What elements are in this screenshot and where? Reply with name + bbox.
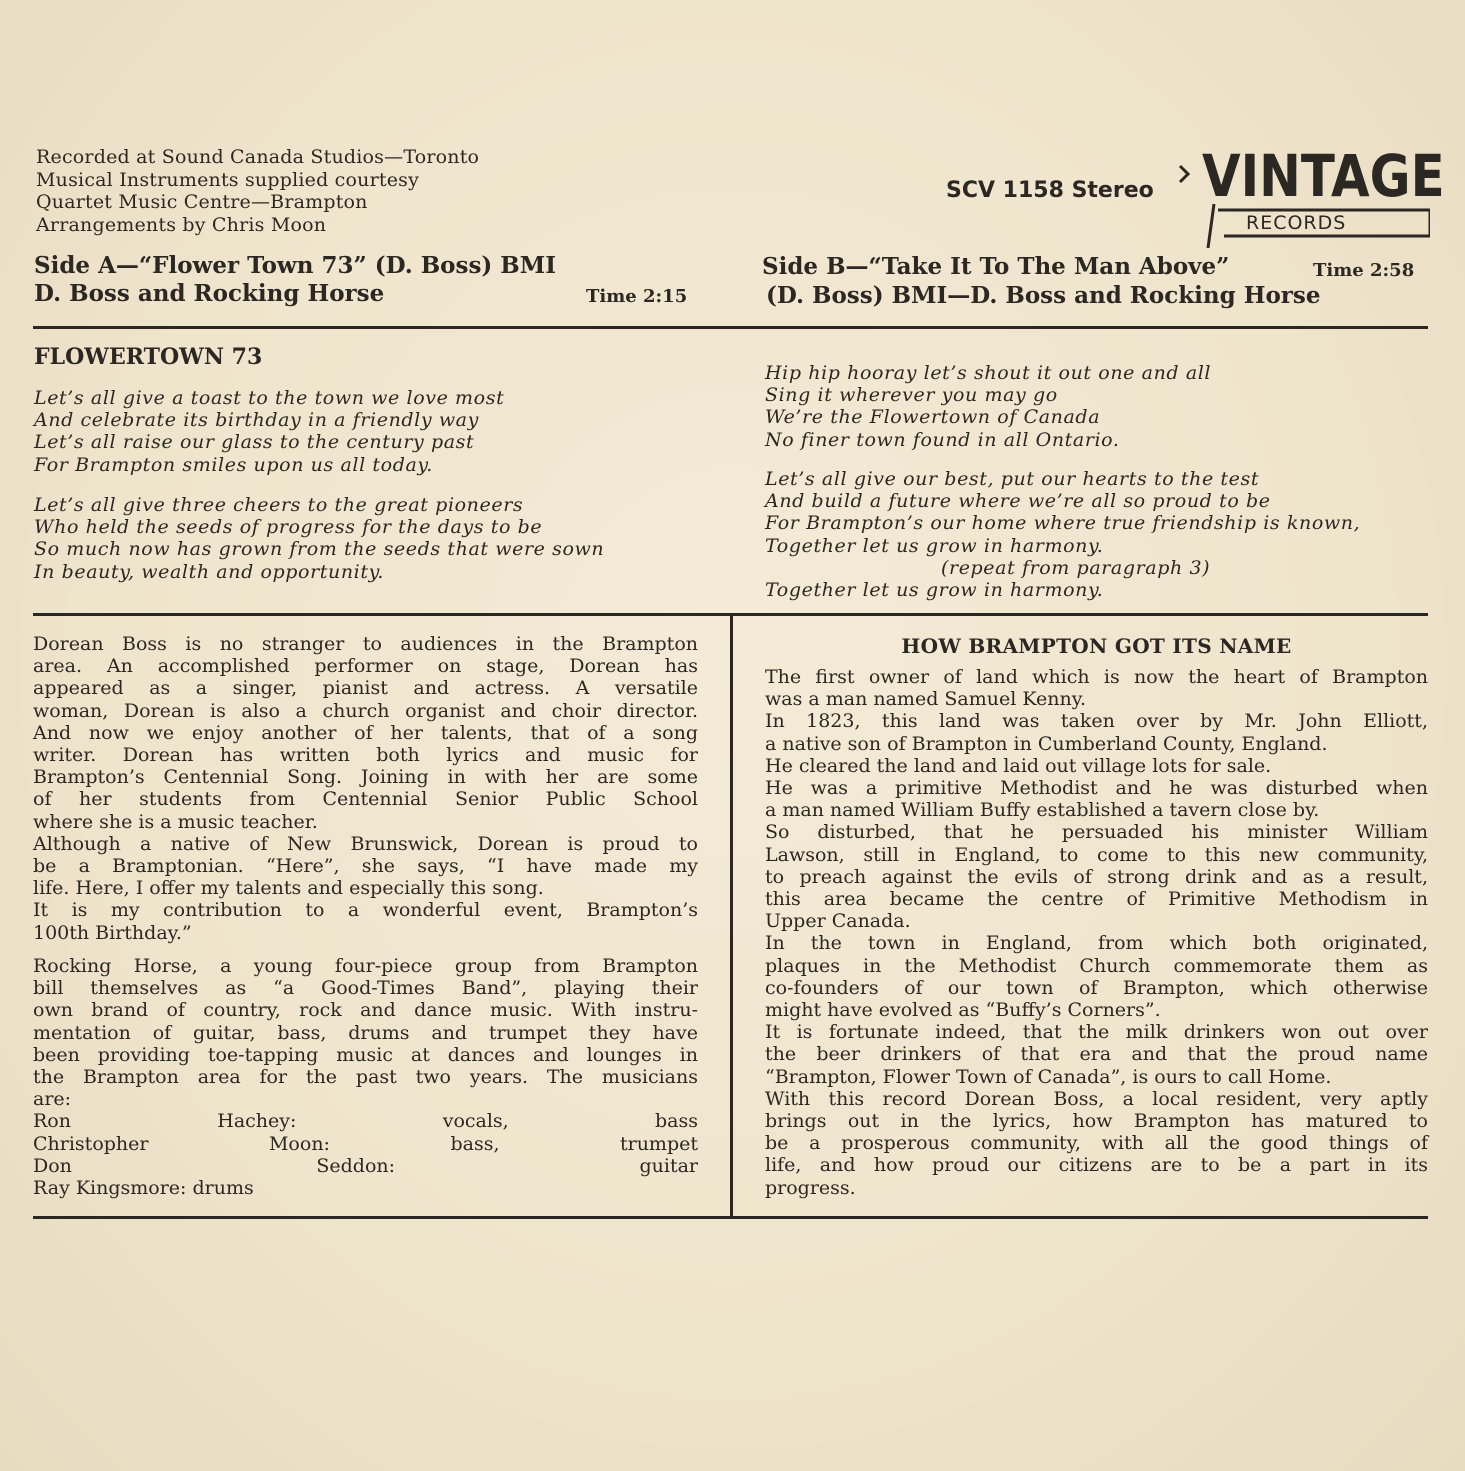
bio-line: Although a native of New Brunswick, Dorean is proud to (33, 832, 698, 855)
bio-line: bill themselves as “a Good-Times Band”, playing their (33, 977, 698, 1000)
history-paragraph (765, 666, 1428, 1199)
bio-line: It is my contribution to a wonderful event, Brampton’s (33, 899, 698, 922)
lyrics-title: FLOWERTOWN 73 (34, 344, 263, 370)
band-bio (33, 955, 698, 1199)
side-b-artist: (D. Boss) BMI—D. Boss and Rocking Horse (766, 282, 1321, 309)
history-line: Upper Canada. (765, 910, 911, 933)
musician-line: Christopher Moon: bass, trumpet (33, 1132, 698, 1155)
logo-subtitle: RECORDS (1246, 212, 1347, 234)
history-line: progress. (765, 1176, 856, 1199)
credit-line: Arrangements by Chris Moon (36, 213, 327, 236)
dorean-bio (33, 633, 698, 944)
divider (33, 326, 1428, 329)
band-paragraph (33, 955, 698, 1199)
lyrics-verse-1 (34, 387, 504, 476)
history-line: “Brampton, Flower Town of Canada”, is ours to call Home. (765, 1065, 1332, 1088)
bio-line: where she is a music teacher. (33, 810, 318, 833)
lyric-line: Sing it wherever you may go (765, 384, 1058, 407)
logo-wordmark: VINTAGE (1202, 142, 1445, 210)
bio-line: the Brampton area for the past two years. The musicians (33, 1066, 698, 1089)
closing-line: Together let us grow in harmony. (765, 579, 1104, 602)
bio-line: life. Here, I offer my talents and especially this song. (33, 877, 544, 900)
side-a-artist: D. Boss and Rocking Horse (34, 280, 385, 307)
bio-line: writer. Dorean has written both lyrics and music for (33, 744, 698, 767)
lyric-line: For Brampton’s our home where true friendship is known, (765, 512, 1361, 535)
repeat-note: (repeat from paragraph 3) (941, 556, 1211, 579)
side-b-title: Side B—“Take It To The Man Above” (762, 253, 1230, 280)
credit-line: Quartet Music Centre—Brampton (36, 191, 368, 213)
history-line: was a man named Samuel Kenny. (765, 688, 1087, 711)
bio-line: woman, Dorean is also a church organist and choir director. (33, 699, 698, 722)
lyric-line: Let’s all raise our glass to the century past (34, 431, 475, 454)
bio-line: are: (33, 1088, 72, 1111)
bio-line: area. An accomplished performer on stage, Dorean has (33, 655, 698, 678)
bio-line: Brampton’s Centennial Song. Joining in with her are some (33, 766, 698, 789)
side-a-time: Time 2:15 (586, 286, 688, 307)
bio-line: 100th Birthday.” (33, 921, 192, 944)
credit-line: Musical Instruments supplied courtesy (36, 168, 420, 191)
dorean-paragraph (33, 633, 698, 944)
catalog-number: SCV 1158 Stereo (946, 178, 1154, 203)
vintage-records-logo (1178, 142, 1445, 248)
history-line: life, and how proud our citizens are to be a part in its (765, 1154, 1428, 1177)
lyric-line: And celebrate its birthday in a friendly way (34, 409, 479, 432)
bio-line: Dorean Boss is no stranger to audiences in the Brampton (33, 633, 698, 655)
credit-line: Recorded at Sound Canada Studios—Toronto (36, 146, 480, 168)
history-line: He cleared the land and laid out village lots for sale. (765, 754, 1272, 777)
history-line: a man named William Buffy established a tavern close by. (765, 799, 1320, 822)
lyric-line: We’re the Flowertown of Canada (765, 406, 1101, 429)
bio-line: And now we enjoy another of her talents, that of a song (33, 721, 698, 744)
lyric-line: So much now has grown from the seeds that were sown (34, 538, 605, 561)
lyric-line: No finer town found in all Ontario. (765, 428, 1120, 451)
lyric-line: And build a future where we’re all so proud to be (765, 490, 1271, 513)
history-line: So disturbed, that he persuaded his minister William (765, 821, 1428, 844)
history-line: He was a primitive Methodist and he was disturbed when (765, 777, 1428, 800)
history-line: be a prosperous community, with all the good things of (765, 1132, 1428, 1155)
lyrics-verse-4 (765, 468, 1360, 601)
history-line: brings out in the lyrics, how Brampton has matured to (765, 1110, 1428, 1133)
musician-line: Don Seddon: guitar (33, 1154, 698, 1177)
history-line: The first owner of land which is now the heart of Brampton (765, 666, 1428, 688)
bio-line: of her students from Centennial Senior Public School (33, 788, 698, 811)
lyric-line: Let’s all give three cheers to the great pioneers (34, 494, 524, 516)
side-a-title: Side A—“Flower Town 73” (D. Boss) BMI (34, 252, 556, 279)
musician-line: Ray Kingsmore: drums (33, 1177, 254, 1200)
lyric-line: Who held the seeds of progress for the days to be (34, 516, 543, 539)
history-line: might have evolved as “Buffy’s Corners”. (765, 999, 1161, 1022)
lyrics-verse-2 (34, 494, 604, 583)
history-line: this area became the centre of Primitive Methodism in (765, 888, 1428, 911)
bio-line: mentation of guitar, bass, drums and trumpet they have (33, 1021, 698, 1044)
lyric-line: Let’s all give a toast to the town we love most (34, 387, 505, 409)
lyric-line: Together let us grow in harmony. (765, 534, 1104, 557)
bio-line: been providing toe-tapping music at dances and lounges in (33, 1043, 698, 1066)
bio-line: own brand of country, rock and dance music. With instru- (33, 999, 698, 1022)
history-line: to preach against the evils of strong drink and as a result, (765, 865, 1428, 888)
lyrics-verse-3 (765, 362, 1211, 451)
history-line: the beer drinkers of that era and that the proud name (765, 1043, 1428, 1066)
history-line: a native son of Brampton in Cumberland County, England. (765, 732, 1328, 755)
musician-line: Ron Hachey: vocals, bass (33, 1110, 698, 1133)
history-line: co-founders of our town of Brampton, which otherwise (765, 976, 1428, 999)
history-title: HOW BRAMPTON GOT ITS NAME (901, 634, 1292, 658)
lyric-line: Hip hip hooray let’s shout it out one and all (765, 362, 1212, 384)
history-line: It is fortunate indeed, that the milk drinkers won out over (765, 1021, 1428, 1044)
lyric-line: Let’s all give our best, put our hearts to the test (765, 468, 1260, 490)
history-line: In the town in England, from which both originated, (765, 932, 1428, 955)
history-text (765, 666, 1428, 1199)
lyric-line: In beauty, wealth and opportunity. (34, 560, 385, 583)
lyric-line: For Brampton smiles upon us all today. (34, 453, 433, 476)
bio-line: appeared as a singer, pianist and actress. A versatile (33, 677, 698, 700)
bio-line: be a Bramptonian. “Here”, she says, “I have made my (33, 855, 698, 878)
side-b-time: Time 2:58 (1313, 260, 1415, 281)
bio-line: Rocking Horse, a young four-piece group from Brampton (33, 955, 698, 977)
column-divider (730, 614, 733, 1218)
history-line: With this record Dorean Boss, a local resident, very aptly (765, 1087, 1428, 1110)
divider (33, 1216, 1428, 1219)
history-line: In 1823, this land was taken over by Mr. John Elliott, (765, 710, 1428, 733)
history-line: plaques in the Methodist Church commemorate them as (765, 954, 1428, 977)
history-line: Lawson, still in England, to come to this new community, (765, 843, 1428, 866)
recording-credits (36, 146, 479, 236)
